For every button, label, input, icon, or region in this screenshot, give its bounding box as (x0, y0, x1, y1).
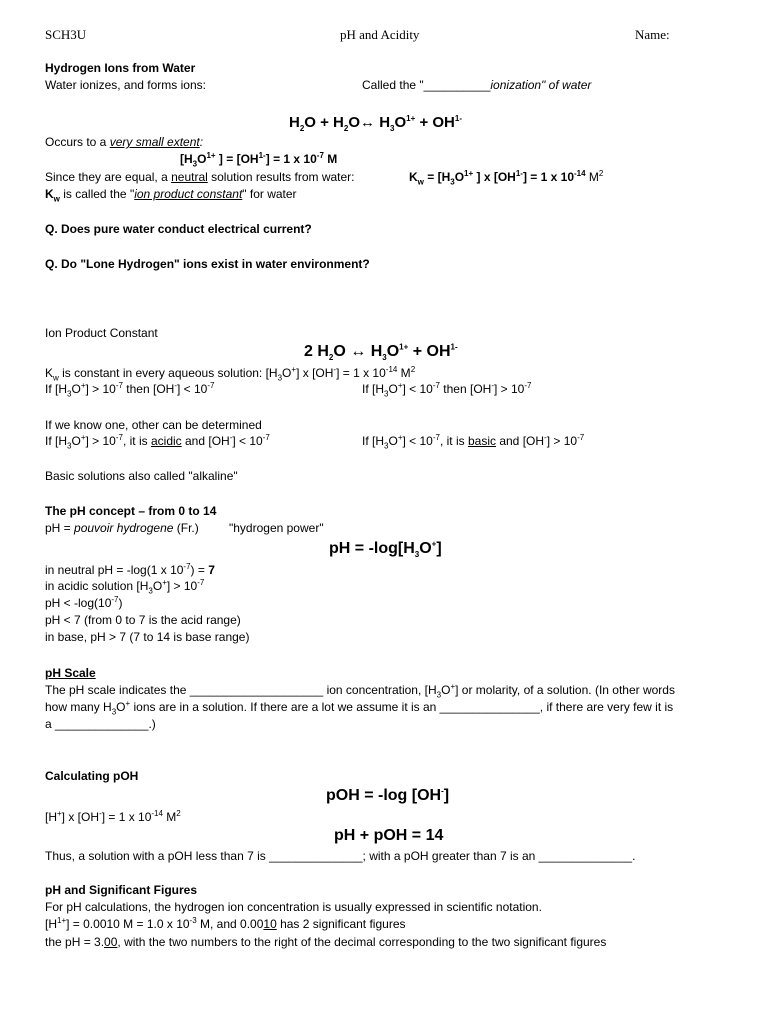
course-code: SCH3U (45, 27, 87, 42)
if-less-text: If $[H_3O^+] < 10^{-7}$ then $[OH^-] > 10^{-7}$ (362, 381, 532, 399)
page-title: pH and Acidity (340, 27, 420, 42)
hydrogen-power-text: "hydrogen power" (229, 521, 324, 535)
sig-figs-line-1: For pH calculations, the hydrogen ion concentration is usually expressed in scientific notation. (45, 900, 542, 914)
section-heading-ion-product: Ion Product Constant (45, 326, 158, 340)
question-conduct: Q. Does pure water conduct electrical current? (45, 222, 312, 236)
section-heading-ph-scale: pH Scale (45, 666, 96, 680)
ph-scale-blank-3: ______________ (55, 717, 149, 731)
ion-product-equation: 2 $H_2O$ ↔ $H_3O^{1+} + OH^{1-}$ (304, 342, 458, 363)
kw-called-text: $K_w$ is called the "ion product constant" for water (45, 187, 297, 204)
know-one-text: If we know one, other can be determined (45, 418, 262, 432)
ph-poh-sum: pH + pOH = 14 (334, 827, 444, 844)
extent-text: Occurs to a very small extent: (45, 135, 204, 149)
water-ionization-equation: $H_2O$ + $H_2O\leftrightarrow$ $H_3O^{1+} + OH^{1-}$ (289, 114, 463, 133)
kw-equation: $K_w = [H_3O^{1+}$ ] x $[OH^{1-}] = 1$ x $10^{-14}$ $M^2$ (409, 169, 604, 187)
section-heading-water-ions: Hydrogen Ions from Water (45, 61, 196, 75)
neutral-ph-line: in neutral pH = -log(1 x $10^{-7}) = 7$ (45, 562, 215, 577)
kw-constant-text: $K_w$ is constant in every aqueous solution: $[H_3O^+]$ x [OH-] = 1 x $10^{-14}$ $M^2$ (45, 365, 416, 383)
acidic-text: If $[H_3O^+] > 10^{-7}$, it is acidic and $[OH^-] < 10^{-7}$ (45, 433, 270, 451)
ph-definition-text: pH = pouvoir hydrogene (Fr.) (45, 521, 199, 535)
acid-range-line: pH < 7 (from 0 to 7 is the acid range) (45, 613, 241, 627)
ph-formula: pH = $-\log[H_3O^+]$ (329, 539, 442, 560)
neutral-solution-text: Since they are equal, a neutral solution results from water: (45, 170, 355, 184)
section-heading-ph-concept: The pH concept – from 0 to 14 (45, 504, 217, 518)
water-ionizes-text: Water ionizes, and forms ions: (45, 78, 206, 92)
question-lone-hydrogen: Q. Do "Lone Hydrogen" ions exist in water environment? (45, 257, 370, 271)
basic-text: If $[H_3O^+] < 10^{-7}$, it is basic and $[OH^-] > 10^{-7}$ (362, 433, 585, 451)
base-range-line: in base, pH > 7 (7 to 14 is base range) (45, 630, 250, 644)
ph-scale-line-2: how many $H_3O^+$ ions are in a solution. If there are a lot we assume it is an _______________, if there are very few it is (45, 699, 674, 717)
if-greater-text: If $[H_3O^+] > 10^{-7}$ then $[OH^-] < 10^{-7}$ (45, 381, 215, 399)
ph-scale-blank-1: ____________________ (189, 683, 324, 697)
double-arrow-icon: ↔ (350, 343, 367, 360)
kw-h-oh-text: [H+] x [OH-] = 1 x $10^{-14}$ $M^2$ (45, 809, 181, 824)
concentration-equation: [$H_3O^{1+}$ ] = $[OH^{1-}] = 1$ x $10^{-7}$ M (180, 151, 338, 169)
poh-blank-1: ______________ (269, 849, 363, 863)
sig-figs-line-3: the pH = 3.00, with the two numbers to the right of the decimal corresponding to the two significant figures (45, 935, 607, 949)
section-heading-sig-figs: pH and Significant Figures (45, 883, 198, 897)
poh-thus-text: Thus, a solution with a pOH less than 7 is ______________; with a pOH greater than 7 is an ______________. (45, 849, 636, 863)
name-label: Name: (635, 27, 670, 42)
ph-scale-line-3: a ______________.) (45, 717, 156, 731)
poh-blank-2: ______________ (538, 849, 633, 863)
ph-scale-line-1: The pH scale indicates the ____________________ ion concentration, $[H_3O^+]$ or molarity, of a solution. (In other words (45, 682, 675, 700)
poh-formula: pOH = -log [OH-] (326, 786, 450, 804)
ph-less-log-line: pH < $-\log(10^{-7})$ (45, 595, 123, 610)
double-arrow-icon: ↔ (360, 114, 376, 131)
sig-figs-line-2: $[H^{1+}] = 0.0010$ M = 1.0 x $10^{-3}$ M, and 0.0010 has 2 significant figures (45, 916, 406, 931)
called-ionization-text: Called the "__________ionization" of water (362, 78, 592, 92)
ph-scale-blank-2: _______________ (439, 700, 540, 714)
acidic-solution-line: in acidic solution $[H_3O^+] > 10^{-7}$ (45, 578, 205, 596)
ionization-blank: __________ (423, 78, 491, 92)
section-heading-poh: Calculating pOH (45, 769, 139, 783)
alkaline-text: Basic solutions also called "alkaline" (45, 469, 238, 483)
